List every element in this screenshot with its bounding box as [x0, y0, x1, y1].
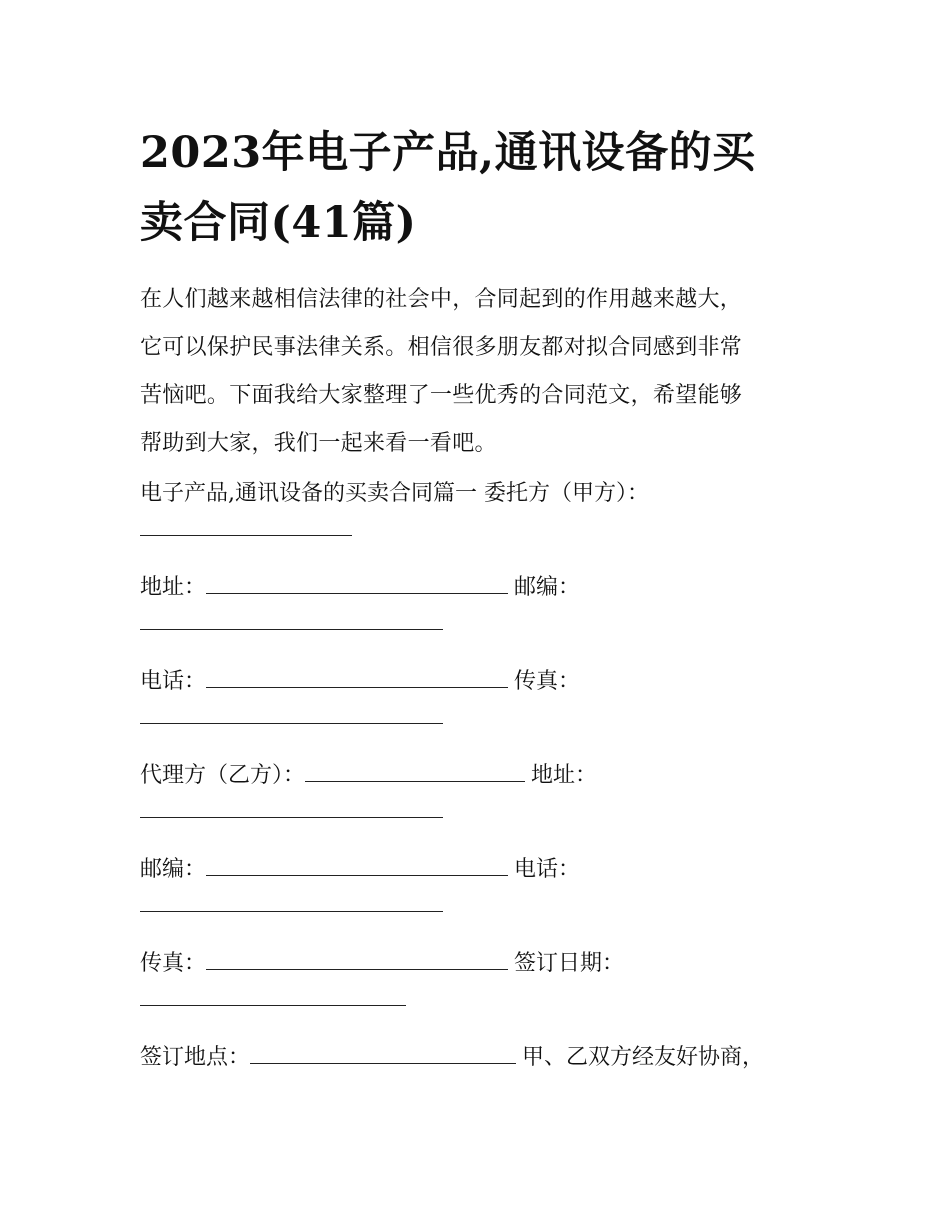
section-heading: 电子产品,通讯设备的买卖合同篇一 委托方（甲方）： — [140, 481, 649, 506]
postcode2-label: 邮编： — [140, 857, 207, 882]
sign-place-row — [140, 1034, 820, 1081]
sign-place-label: 签订地点： — [140, 1045, 251, 1070]
postcode2-blank[interactable] — [206, 857, 508, 876]
contract-form — [140, 470, 820, 1081]
agent-label: 代理方（乙方）： — [140, 763, 306, 788]
fax-label: 传真： — [514, 669, 581, 694]
intro-line: 它可以保护民事法律关系。相信很多朋友都对拟合同感到非常 — [140, 335, 743, 360]
sign-date-label: 签订日期： — [514, 951, 625, 976]
document-page — [140, 118, 820, 1081]
negotiation-text: 甲、乙双方经友好协商， — [522, 1045, 765, 1070]
sign-date-blank-line — [140, 987, 820, 1034]
sign-place-blank[interactable] — [250, 1045, 516, 1064]
phone-row — [140, 658, 820, 705]
address-blank[interactable] — [206, 575, 508, 594]
address-label: 地址： — [140, 575, 207, 600]
document-title: 2023年电子产品,通讯设备的买 卖合同(41篇) — [140, 128, 756, 248]
address2-label: 地址： — [531, 763, 598, 788]
sign-date-blank[interactable] — [140, 987, 406, 1006]
address-row — [140, 564, 820, 611]
phone2-label: 电话： — [514, 857, 581, 882]
phone2-blank[interactable] — [140, 893, 443, 912]
section-heading-line — [140, 470, 820, 517]
phone2-blank-line — [140, 893, 820, 940]
postcode-blank-line — [140, 611, 820, 658]
postcode2-row — [140, 846, 820, 893]
intro-line: 帮助到大家，我们一起来看一看吧。 — [140, 431, 497, 456]
fax-blank[interactable] — [140, 705, 443, 724]
address2-blank[interactable] — [140, 799, 443, 818]
party-a-name-blank[interactable] — [140, 517, 352, 536]
fax2-row — [140, 940, 820, 987]
party-a-name-line — [140, 517, 820, 564]
fax2-label: 传真： — [140, 951, 207, 976]
postcode-label: 邮编： — [514, 575, 581, 600]
postcode-blank[interactable] — [140, 611, 443, 630]
agent-row — [140, 752, 820, 799]
phone-blank[interactable] — [206, 669, 508, 688]
phone-label: 电话： — [140, 669, 207, 694]
intro-line: 在人们越来越相信法律的社会中，合同起到的作用越来越大， — [140, 287, 743, 312]
fax2-blank[interactable] — [206, 951, 508, 970]
fax-blank-line — [140, 705, 820, 752]
address2-blank-line — [140, 799, 820, 846]
intro-line: 苦恼吧。下面我给大家整理了一些优秀的合同范文，希望能够 — [140, 383, 743, 408]
agent-blank[interactable] — [305, 763, 525, 782]
intro-paragraph — [140, 276, 820, 468]
